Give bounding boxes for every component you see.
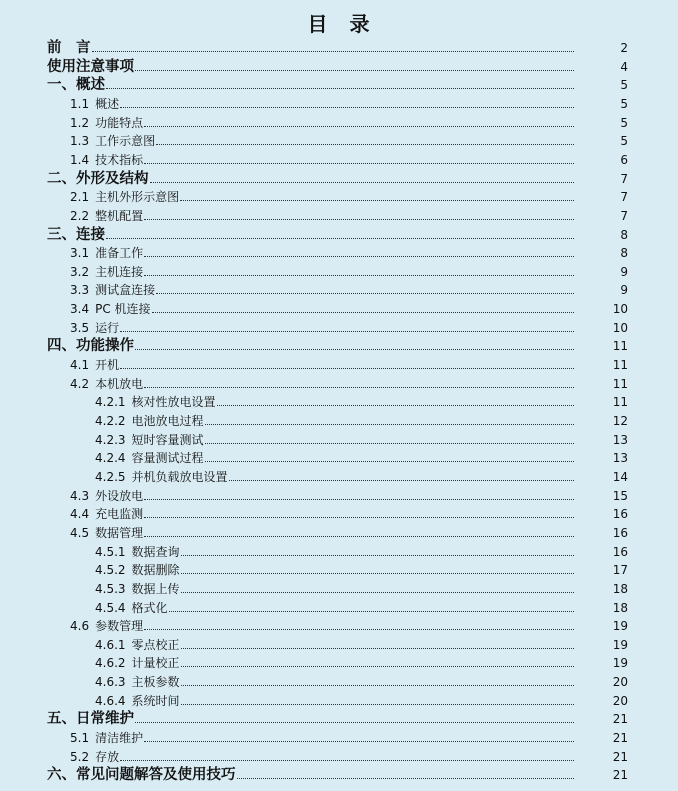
toc-entry-page-number: 21 bbox=[612, 768, 628, 783]
toc-entry-label bbox=[70, 115, 143, 131]
toc-entry-label bbox=[70, 376, 143, 392]
toc-entry-page-number: 18 bbox=[612, 581, 628, 596]
toc-entry[interactable] bbox=[0, 486, 678, 504]
toc-entry-text: 五、日常维护 bbox=[47, 710, 134, 728]
dot-leader bbox=[120, 760, 574, 761]
toc-entry-text: 参数管理 bbox=[95, 619, 144, 634]
toc-entry[interactable] bbox=[0, 169, 678, 187]
toc-entry-label bbox=[70, 525, 143, 541]
toc-entry-label bbox=[95, 600, 168, 616]
toc-entry-page-number: 5 bbox=[620, 134, 628, 149]
toc-entry[interactable] bbox=[0, 765, 678, 783]
toc-entry-text: 数据上传 bbox=[131, 581, 180, 596]
toc-entry-label bbox=[70, 488, 143, 504]
toc-entry-page-number: 9 bbox=[620, 264, 628, 279]
dot-leader bbox=[106, 88, 574, 89]
toc-entry-page-number: 9 bbox=[620, 283, 628, 298]
toc-entry-page-number: 11 bbox=[612, 395, 628, 410]
toc-entry[interactable] bbox=[0, 187, 678, 205]
toc-entry-label bbox=[70, 152, 143, 168]
toc-entry[interactable] bbox=[0, 38, 678, 56]
dot-leader bbox=[150, 182, 575, 183]
toc-entry-number: 2.2 bbox=[70, 208, 90, 223]
toc-entry[interactable] bbox=[0, 635, 678, 653]
toc-entry-label bbox=[47, 171, 149, 187]
toc-entry-page-number: 17 bbox=[612, 563, 628, 578]
toc-entry-text: 清洁维护 bbox=[95, 731, 144, 746]
toc-entry-text: 并机负载放电设置 bbox=[131, 469, 228, 484]
toc-entry[interactable] bbox=[0, 94, 678, 112]
toc-entry-text: 六、常见问题解答及使用技巧 bbox=[47, 766, 236, 784]
dot-leader bbox=[135, 349, 574, 350]
toc-entry-page-number: 18 bbox=[612, 600, 628, 615]
toc-entry[interactable] bbox=[0, 262, 678, 280]
toc-entry-label bbox=[47, 711, 134, 727]
dot-leader bbox=[135, 722, 574, 723]
toc-entry-page-number: 5 bbox=[620, 115, 628, 130]
toc-entry-label bbox=[95, 544, 180, 560]
toc-entry-text: 本机放电 bbox=[95, 376, 144, 391]
dot-leader bbox=[92, 51, 575, 52]
toc-entry-label bbox=[95, 432, 204, 448]
toc-entry[interactable] bbox=[0, 131, 678, 149]
toc-entry-page-number: 7 bbox=[620, 190, 628, 205]
toc-entry-page-number: 5 bbox=[620, 78, 628, 93]
toc-entry[interactable] bbox=[0, 430, 678, 448]
toc-entry-page-number: 2 bbox=[620, 41, 628, 55]
toc-entry-text: 技术指标 bbox=[95, 152, 144, 167]
toc-entry-text: 核对性放电设置 bbox=[131, 395, 216, 410]
toc-entry-page-number: 10 bbox=[612, 302, 628, 317]
toc-entry-page-number: 12 bbox=[612, 414, 628, 428]
dot-leader bbox=[144, 275, 574, 276]
toc-entry-page-number: 13 bbox=[612, 432, 628, 447]
toc-entry-text: 准备工作 bbox=[95, 246, 144, 261]
dot-leader bbox=[156, 293, 574, 294]
toc-entry-label bbox=[47, 40, 91, 56]
toc-entry-label bbox=[47, 338, 134, 354]
toc-entry-page-number: 8 bbox=[620, 246, 628, 261]
toc-entry-number: 1.1 bbox=[70, 96, 90, 111]
dot-leader bbox=[120, 331, 574, 332]
toc-entry[interactable] bbox=[0, 616, 678, 634]
toc-entry-label bbox=[70, 133, 155, 149]
toc-entry[interactable] bbox=[0, 113, 678, 131]
toc-entry[interactable] bbox=[0, 598, 678, 616]
toc-entry-label bbox=[70, 730, 143, 746]
toc-entry-text: 一、概述 bbox=[47, 76, 105, 94]
toc-entry-label bbox=[70, 264, 143, 280]
toc-entry-label bbox=[95, 693, 180, 709]
toc-entry-text: 使用注意事项 bbox=[47, 57, 134, 75]
toc-entry-page-number: 7 bbox=[620, 171, 628, 186]
toc-entry[interactable] bbox=[0, 355, 678, 373]
toc-entry[interactable] bbox=[0, 523, 678, 541]
toc-entry-text: 短时容量测试 bbox=[131, 432, 204, 447]
toc-entry-text: 整机配置 bbox=[95, 208, 144, 223]
toc-entry-label bbox=[70, 301, 151, 317]
dot-leader bbox=[169, 611, 574, 612]
toc-entry-page-number: 21 bbox=[612, 749, 628, 764]
dot-leader bbox=[144, 629, 574, 630]
toc-entry-page-number: 16 bbox=[612, 507, 628, 522]
toc-entry-number: 3.5 bbox=[70, 320, 90, 335]
toc-entry-label bbox=[95, 394, 216, 410]
toc-entry-number: 4.5.2 bbox=[95, 563, 126, 578]
toc-entry-number: 4.6.3 bbox=[95, 675, 126, 690]
toc-entry-page-number: 16 bbox=[612, 544, 628, 559]
toc-entry[interactable] bbox=[0, 467, 678, 485]
toc-entry-page-number: 13 bbox=[612, 451, 628, 466]
toc-entry-page-number: 6 bbox=[620, 152, 628, 167]
toc-entry-text: 开机 bbox=[95, 358, 120, 373]
toc-entry-number: 1.2 bbox=[70, 115, 90, 130]
toc-entry-number: 4.2.2 bbox=[95, 414, 126, 428]
toc-entry-label bbox=[70, 506, 143, 522]
toc-entry[interactable] bbox=[0, 299, 678, 317]
dot-leader bbox=[135, 70, 574, 71]
toc-entry-text: 运行 bbox=[95, 320, 120, 335]
toc-entry-text: 主板参数 bbox=[131, 675, 180, 690]
toc-entry-text: 主机连接 bbox=[95, 264, 144, 279]
toc-entry-page-number: 11 bbox=[612, 358, 628, 373]
toc-entry-text: 格式化 bbox=[131, 600, 168, 615]
toc-entry-text: 测试盒连接 bbox=[95, 283, 156, 298]
dot-leader bbox=[181, 666, 574, 667]
toc-entry-label bbox=[95, 450, 204, 466]
toc-entry[interactable] bbox=[0, 411, 678, 429]
toc-entry-number: 4.6.1 bbox=[95, 637, 126, 652]
toc-entry-number: 1.4 bbox=[70, 152, 90, 167]
dot-leader bbox=[217, 405, 574, 406]
toc-entry-text: 容量测试过程 bbox=[131, 451, 204, 466]
toc-entry[interactable] bbox=[0, 336, 678, 354]
toc-entry[interactable] bbox=[0, 318, 678, 336]
toc-entry-page-number: 20 bbox=[612, 675, 628, 690]
toc-entry-text: 存放 bbox=[95, 749, 120, 764]
toc-entry[interactable] bbox=[0, 225, 678, 243]
toc-entry-text: 概述 bbox=[95, 96, 120, 111]
toc-entry[interactable] bbox=[0, 709, 678, 727]
toc-entry[interactable] bbox=[0, 653, 678, 671]
toc-entry-page-number: 10 bbox=[612, 320, 628, 335]
toc-entry-number: 4.2 bbox=[70, 376, 90, 391]
toc-entry-label bbox=[70, 208, 143, 224]
dot-leader bbox=[181, 592, 574, 593]
toc-entry-text: 二、外形及结构 bbox=[47, 169, 149, 187]
dot-leader bbox=[237, 778, 575, 779]
toc-entry-label bbox=[47, 77, 105, 93]
dot-leader bbox=[144, 741, 574, 742]
toc-entry-number: 4.2.5 bbox=[95, 469, 126, 484]
toc-entry-page-number: 19 bbox=[612, 637, 628, 652]
dot-leader bbox=[106, 238, 574, 239]
dot-leader bbox=[181, 555, 574, 556]
toc-entry[interactable] bbox=[0, 542, 678, 560]
toc-entry[interactable] bbox=[0, 243, 678, 261]
dot-leader bbox=[181, 648, 574, 649]
toc-entry-label bbox=[70, 357, 119, 373]
dot-leader bbox=[181, 573, 574, 574]
toc-entry-number: 2.1 bbox=[70, 190, 90, 205]
toc-entry-page-number: 4 bbox=[620, 59, 628, 74]
toc-entry-label bbox=[95, 413, 204, 429]
toc-entry-number: 1.3 bbox=[70, 134, 90, 149]
toc-entry-number: 4.2.3 bbox=[95, 432, 126, 447]
toc-entry-number: 4.2.4 bbox=[95, 451, 126, 466]
toc-entry[interactable] bbox=[0, 374, 678, 392]
toc-entry-number: 3.3 bbox=[70, 283, 90, 298]
dot-leader bbox=[205, 424, 574, 425]
toc-entry-text: 外设放电 bbox=[95, 488, 144, 503]
toc-entry-page-number: 16 bbox=[612, 525, 628, 540]
toc-entry-page-number: 19 bbox=[612, 656, 628, 671]
toc-entry-number: 4.2.1 bbox=[95, 395, 126, 410]
toc-entry-label bbox=[95, 674, 180, 690]
toc-entry-number: 3.2 bbox=[70, 264, 90, 279]
toc-entry-number: 4.6 bbox=[70, 619, 90, 634]
toc-entry[interactable] bbox=[0, 747, 678, 765]
toc-entry-number: 4.6.2 bbox=[95, 656, 126, 671]
toc-entry-text: 功能特点 bbox=[95, 115, 144, 130]
dot-leader bbox=[181, 685, 574, 686]
toc-entry-label bbox=[47, 767, 236, 783]
dot-leader bbox=[152, 312, 574, 313]
toc-entry-label bbox=[70, 618, 143, 634]
toc-entry-page-number: 20 bbox=[612, 693, 628, 708]
toc-entry[interactable] bbox=[0, 57, 678, 75]
toc-entry-text: 电池放电过程 bbox=[131, 414, 204, 428]
toc-entry-label bbox=[95, 637, 180, 653]
toc-entry-text: 零点校正 bbox=[131, 637, 180, 652]
toc-entry-label bbox=[70, 96, 119, 112]
toc-entry-page-number: 19 bbox=[612, 619, 628, 634]
toc-entry-text: 充电监测 bbox=[95, 507, 144, 522]
toc-entry-page-number: 14 bbox=[612, 469, 628, 484]
toc-entry-text: 数据管理 bbox=[95, 525, 144, 540]
toc-entry-number: 4.3 bbox=[70, 488, 90, 503]
toc-entry-text: 三、连接 bbox=[47, 225, 105, 243]
toc-entry-number: 4.1 bbox=[70, 358, 90, 373]
toc-entry-text: 四、功能操作 bbox=[47, 337, 134, 355]
toc-entry-page-number: 8 bbox=[620, 227, 628, 242]
dot-leader bbox=[144, 256, 574, 257]
toc-entry-page-number: 15 bbox=[612, 488, 628, 503]
toc-entry[interactable] bbox=[0, 448, 678, 466]
toc-entry[interactable] bbox=[0, 206, 678, 224]
toc-entry-text: 计量校正 bbox=[131, 656, 180, 671]
toc-entry-label bbox=[47, 227, 105, 243]
toc-entry[interactable] bbox=[0, 392, 678, 410]
dot-leader bbox=[205, 461, 574, 462]
toc-entry[interactable] bbox=[0, 280, 678, 298]
toc-entry[interactable] bbox=[0, 560, 678, 578]
toc-title: 目 录 bbox=[307, 12, 371, 36]
dot-leader bbox=[205, 443, 574, 444]
toc-entry-text: 系统时间 bbox=[131, 693, 180, 708]
toc-entry[interactable] bbox=[0, 75, 678, 93]
toc-entry-label bbox=[47, 59, 134, 75]
toc-entry-number: 5.2 bbox=[70, 749, 90, 764]
toc-entry-label bbox=[70, 320, 119, 336]
toc-entry[interactable] bbox=[0, 150, 678, 168]
toc-entry-page-number: 7 bbox=[620, 208, 628, 223]
toc-entry-label bbox=[70, 245, 143, 261]
dot-leader bbox=[180, 200, 574, 201]
toc-entry[interactable] bbox=[0, 691, 678, 709]
dot-leader bbox=[144, 163, 574, 164]
dot-leader bbox=[120, 107, 574, 108]
toc-entry-text: 数据查询 bbox=[131, 544, 180, 559]
toc-entry-text: 数据删除 bbox=[131, 563, 180, 578]
dot-leader bbox=[120, 368, 574, 369]
toc-entry-number: 4.5 bbox=[70, 525, 90, 540]
dot-leader bbox=[144, 517, 574, 518]
toc-entry[interactable] bbox=[0, 504, 678, 522]
toc-entry-text: 工作示意图 bbox=[95, 134, 156, 149]
toc-entry-page-number: 11 bbox=[612, 339, 628, 354]
toc-entry-label bbox=[95, 469, 228, 485]
toc-entry-text: 主机外形示意图 bbox=[95, 190, 180, 205]
toc-entry-text: PC 机连接 bbox=[95, 302, 151, 317]
toc-entry-number: 3.4 bbox=[70, 302, 90, 317]
dot-leader bbox=[144, 219, 574, 220]
toc-entry[interactable] bbox=[0, 672, 678, 690]
toc-entry-text: 前 言 bbox=[47, 39, 91, 56]
dot-leader bbox=[144, 387, 574, 388]
toc-entry-number: 4.6.4 bbox=[95, 693, 126, 708]
dot-leader bbox=[144, 499, 574, 500]
toc-entry-label bbox=[70, 749, 119, 765]
dot-leader bbox=[229, 480, 574, 481]
toc-entry[interactable] bbox=[0, 579, 678, 597]
toc-entry-number: 3.1 bbox=[70, 246, 90, 261]
dot-leader bbox=[181, 704, 574, 705]
toc-entry-label bbox=[70, 189, 179, 205]
toc-entry-label bbox=[70, 282, 155, 298]
toc-entry-label bbox=[95, 562, 180, 578]
toc-entry-page-number: 21 bbox=[612, 712, 628, 727]
toc-entry-number: 5.1 bbox=[70, 731, 90, 746]
toc-entry[interactable] bbox=[0, 728, 678, 746]
dot-leader bbox=[144, 126, 574, 127]
toc-entry-page-number: 21 bbox=[612, 731, 628, 746]
toc-entry-page-number: 5 bbox=[620, 96, 628, 111]
toc-entry-number: 4.5.3 bbox=[95, 581, 126, 596]
dot-leader bbox=[156, 144, 574, 145]
toc-entry-label bbox=[95, 655, 180, 671]
toc-entry-number: 4.5.1 bbox=[95, 544, 126, 559]
toc-entry-number: 4.4 bbox=[70, 507, 90, 522]
toc-entry-label bbox=[95, 581, 180, 597]
dot-leader bbox=[144, 536, 574, 537]
toc-entry-page-number: 11 bbox=[612, 376, 628, 391]
toc-entry-number: 4.5.4 bbox=[95, 600, 126, 615]
